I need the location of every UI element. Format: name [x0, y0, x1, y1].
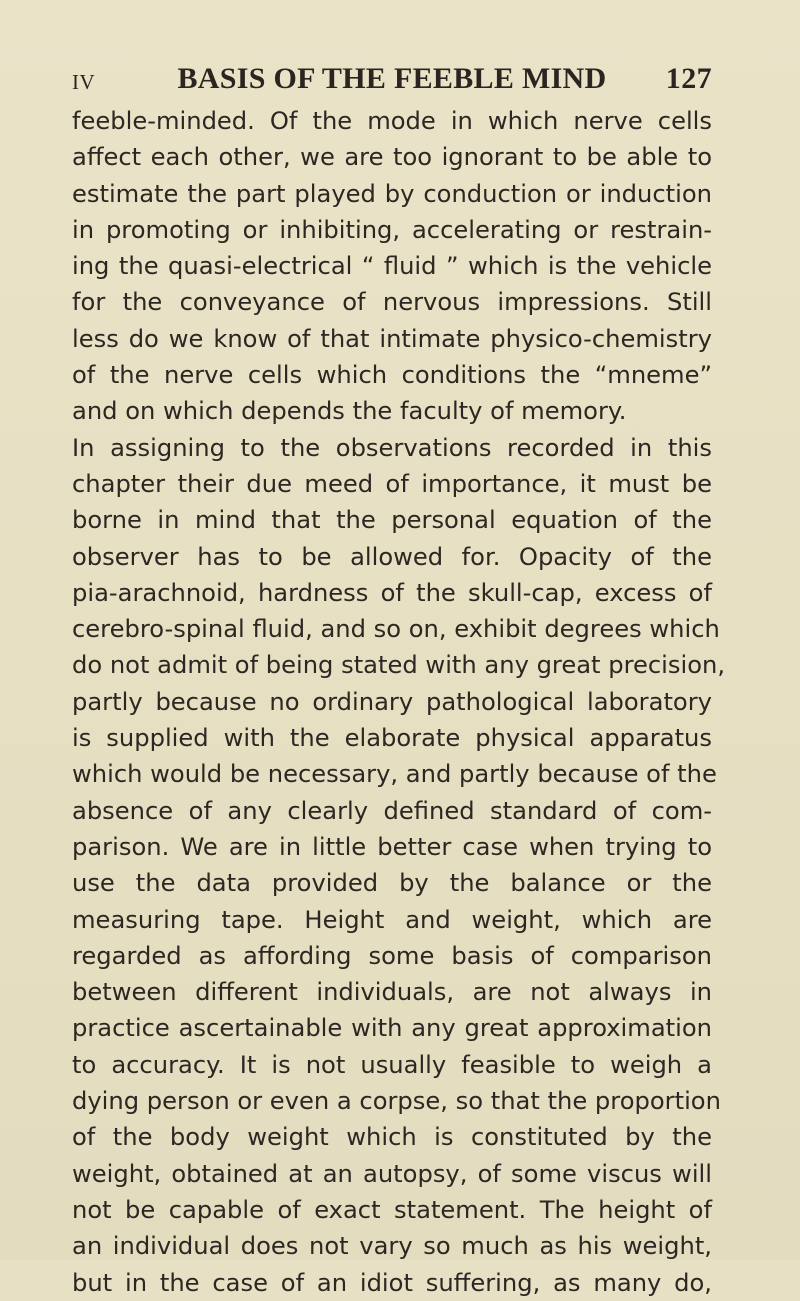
text-line: estimate the part played by conduction or induction: [72, 179, 712, 208]
paragraph-first-line: In assigning to the observations recorded in this: [72, 433, 712, 462]
text-line: borne in mind that the personal equation of the: [72, 506, 712, 535]
text-line: practice ascertainable with any great approximation: [72, 1014, 712, 1043]
text-line: less do we know of that intimate physico-chemistry: [72, 324, 712, 353]
text-line: and on which depends the faculty of memory.: [72, 397, 627, 426]
page-number: 127: [665, 62, 712, 95]
text-line: measuring tape. Height and weight, which are: [72, 905, 712, 934]
text-line: cerebro-spinal fluid, and so on, exhibit degrees which: [72, 615, 720, 644]
text-line: dying person or even a corpse, so that the proportion: [72, 1087, 721, 1116]
text-line: absence of any clearly defined standard of com-: [72, 796, 712, 825]
running-head: [72, 62, 712, 98]
text-line: ing the quasi-electrical “ fluid ” which is the vehicle: [72, 252, 712, 281]
text-line: an individual does not vary so much as his weight,: [72, 1232, 712, 1261]
text-line: weight, obtained at an autopsy, of some viscus will: [72, 1159, 712, 1188]
text-line: for the conveyance of nervous impressions. Still: [72, 288, 712, 317]
text-line: do not admit of being stated with any great precision,: [72, 651, 726, 680]
text-line: not be capable of exact statement. The height of: [72, 1195, 712, 1224]
text-line: of the nerve cells which conditions the “mneme”: [72, 361, 712, 390]
running-title: BASIS OF THE FEEBLE MIND: [177, 62, 607, 95]
text-line: affect each other, we are too ignorant to be able to: [72, 143, 712, 172]
text-line: feeble-minded. Of the mode in which nerve cells: [72, 107, 712, 135]
body-text: [72, 103, 726, 1301]
text-line: use the data provided by the balance or the: [72, 869, 712, 898]
text-line: in promoting or inhibiting, accelerating or restrain-: [72, 215, 712, 244]
chapter-number: IV: [72, 70, 96, 94]
text-line: to accuracy. It is not usually feasible to weigh a: [72, 1050, 712, 1079]
text-line: between different individuals, are not always in: [72, 978, 712, 1007]
text-line: observer has to be allowed for. Opacity of the: [72, 542, 712, 571]
text-line: partly because no ordinary pathological laboratory: [72, 687, 712, 716]
text-line: chapter their due meed of importance, it must be: [72, 469, 712, 498]
text-line: of the body weight which is constituted by the: [72, 1123, 712, 1152]
text-line: regarded as affording some basis of comparison: [72, 941, 712, 970]
text-line: which would be necessary, and partly because of the: [72, 760, 717, 789]
text-line: but in the case of an idiot suffering, as many do,: [72, 1268, 712, 1297]
text-line: is supplied with the elaborate physical apparatus: [72, 724, 712, 753]
text-line: parison. We are in little better case when trying to: [72, 832, 712, 861]
text-line: pia-arachnoid, hardness of the skull-cap, excess of: [72, 578, 712, 607]
